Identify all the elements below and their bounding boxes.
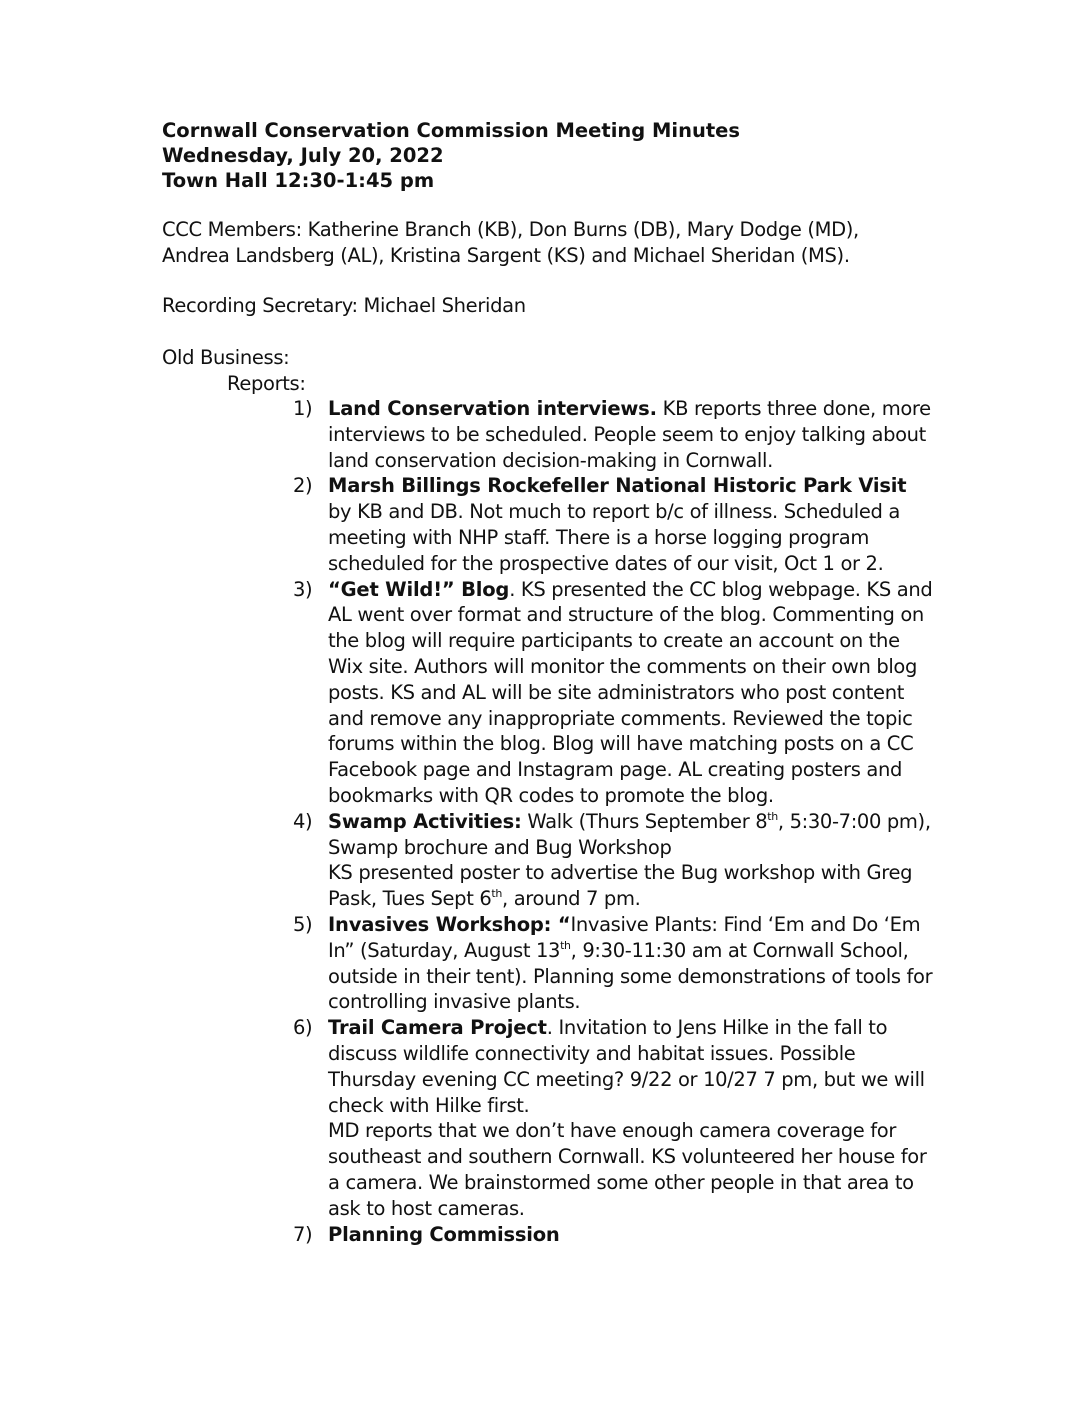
reports-list — [293, 396, 933, 1247]
list-item — [293, 809, 933, 912]
item-title: Swamp Activities: — [328, 809, 522, 833]
item-title: Planning Commission — [328, 1222, 560, 1246]
list-item — [293, 473, 933, 576]
superscript: th — [560, 938, 571, 952]
item-title: Trail Camera Project — [328, 1016, 547, 1040]
list-item — [293, 396, 933, 473]
header-date: Wednesday, July 20, 2022 — [162, 144, 444, 167]
list-item — [293, 1222, 933, 1248]
item-text: , 5:30-7:00 pm), Swamp brochure and Bug Workshop — [328, 809, 931, 859]
item-text: Walk (Thurs September 8 — [521, 809, 768, 833]
recording-secretary: Recording Secretary: Michael Sheridan — [162, 294, 526, 317]
item-text: Invasive Plants: Find ‘Em and Do ‘Em In” (Saturday, August 13 — [328, 912, 921, 962]
list-item — [293, 1015, 933, 1221]
item-title: Land Conservation interviews. — [328, 397, 657, 420]
item-number: 7) — [293, 1222, 313, 1246]
superscript: th — [767, 809, 778, 823]
header-title: Cornwall Conservation Commission Meeting Minutes — [162, 119, 741, 142]
old-business-label: Old Business: — [162, 346, 290, 369]
item-number: 6) — [293, 1016, 313, 1040]
item-text: . KS presented the CC blog webpage. KS and AL went over format and structure of the blog. Commenting on the blog will require participants to create an account on the Wix site. Authors will monitor the comments on their own blog posts. KS and AL will be site administrators who post content and remove any inappropriate comments. Reviewed the topic forums within the blog. Blog will have matching posts on a CC Facebook page and Instagram page. AL creating posters and bookmarks with QR codes to promote the blog. — [328, 577, 933, 807]
item-text: , 9:30-11:30 am at Cornwall School, outside in their tent). Planning some demonstrations of tools for controlling invasive plants. — [328, 938, 933, 1014]
item-number: 3) — [293, 577, 313, 601]
list-item — [293, 577, 933, 809]
item-number: 2) — [293, 474, 313, 498]
document-header — [162, 118, 740, 193]
members-paragraph: CCC Members: Katherine Branch (KB), Don Burns (DB), Mary Dodge (MD), Andrea Landsberg (AL), Kristina Sargent (KS) and Michael Sheridan (MS). — [162, 218, 859, 267]
item-text: KB reports three done, more interviews to be scheduled. People seem to enjoy talking about land conservation decision-making in Cornwall. — [328, 397, 931, 472]
header-location-time: Town Hall 12:30-1:45 pm — [162, 169, 435, 192]
item-text: by KB and DB. Not much to report b/c of illness. Scheduled a meeting with NHP staff. There is a horse logging program scheduled for the prospective dates of our visit, Oct 1 or 2. — [328, 500, 900, 575]
item-text: . Invitation to Jens Hilke in the fall to discuss wildlife connectivity and habitat issues. Possible Thursday evening CC meeting? 9/22 or 10/27 7 pm, but we will check with Hilke first. — [328, 1016, 925, 1117]
reports-label: Reports: — [227, 372, 306, 395]
item-text: KS presented poster to advertise the Bug workshop with Greg Pask, Tues Sept 6 — [328, 861, 913, 911]
item-number: 1) — [293, 397, 313, 420]
item-title: Invasives Workshop: “ — [328, 912, 571, 936]
item-number: 5) — [293, 912, 313, 936]
item-title: Marsh Billings Rockefeller National Historic Park Visit — [328, 474, 907, 498]
item-title: “Get Wild!” Blog — [328, 577, 510, 601]
list-item — [293, 912, 933, 1015]
superscript: th — [491, 887, 502, 901]
item-number: 4) — [293, 809, 313, 833]
item-text: MD reports that we don’t have enough camera coverage for southeast and southern Cornwall. KS volunteered her house for a camera. We brainstormed some other people in that area to ask to host cameras. — [328, 1119, 927, 1220]
item-text: , around 7 pm. — [502, 887, 641, 911]
